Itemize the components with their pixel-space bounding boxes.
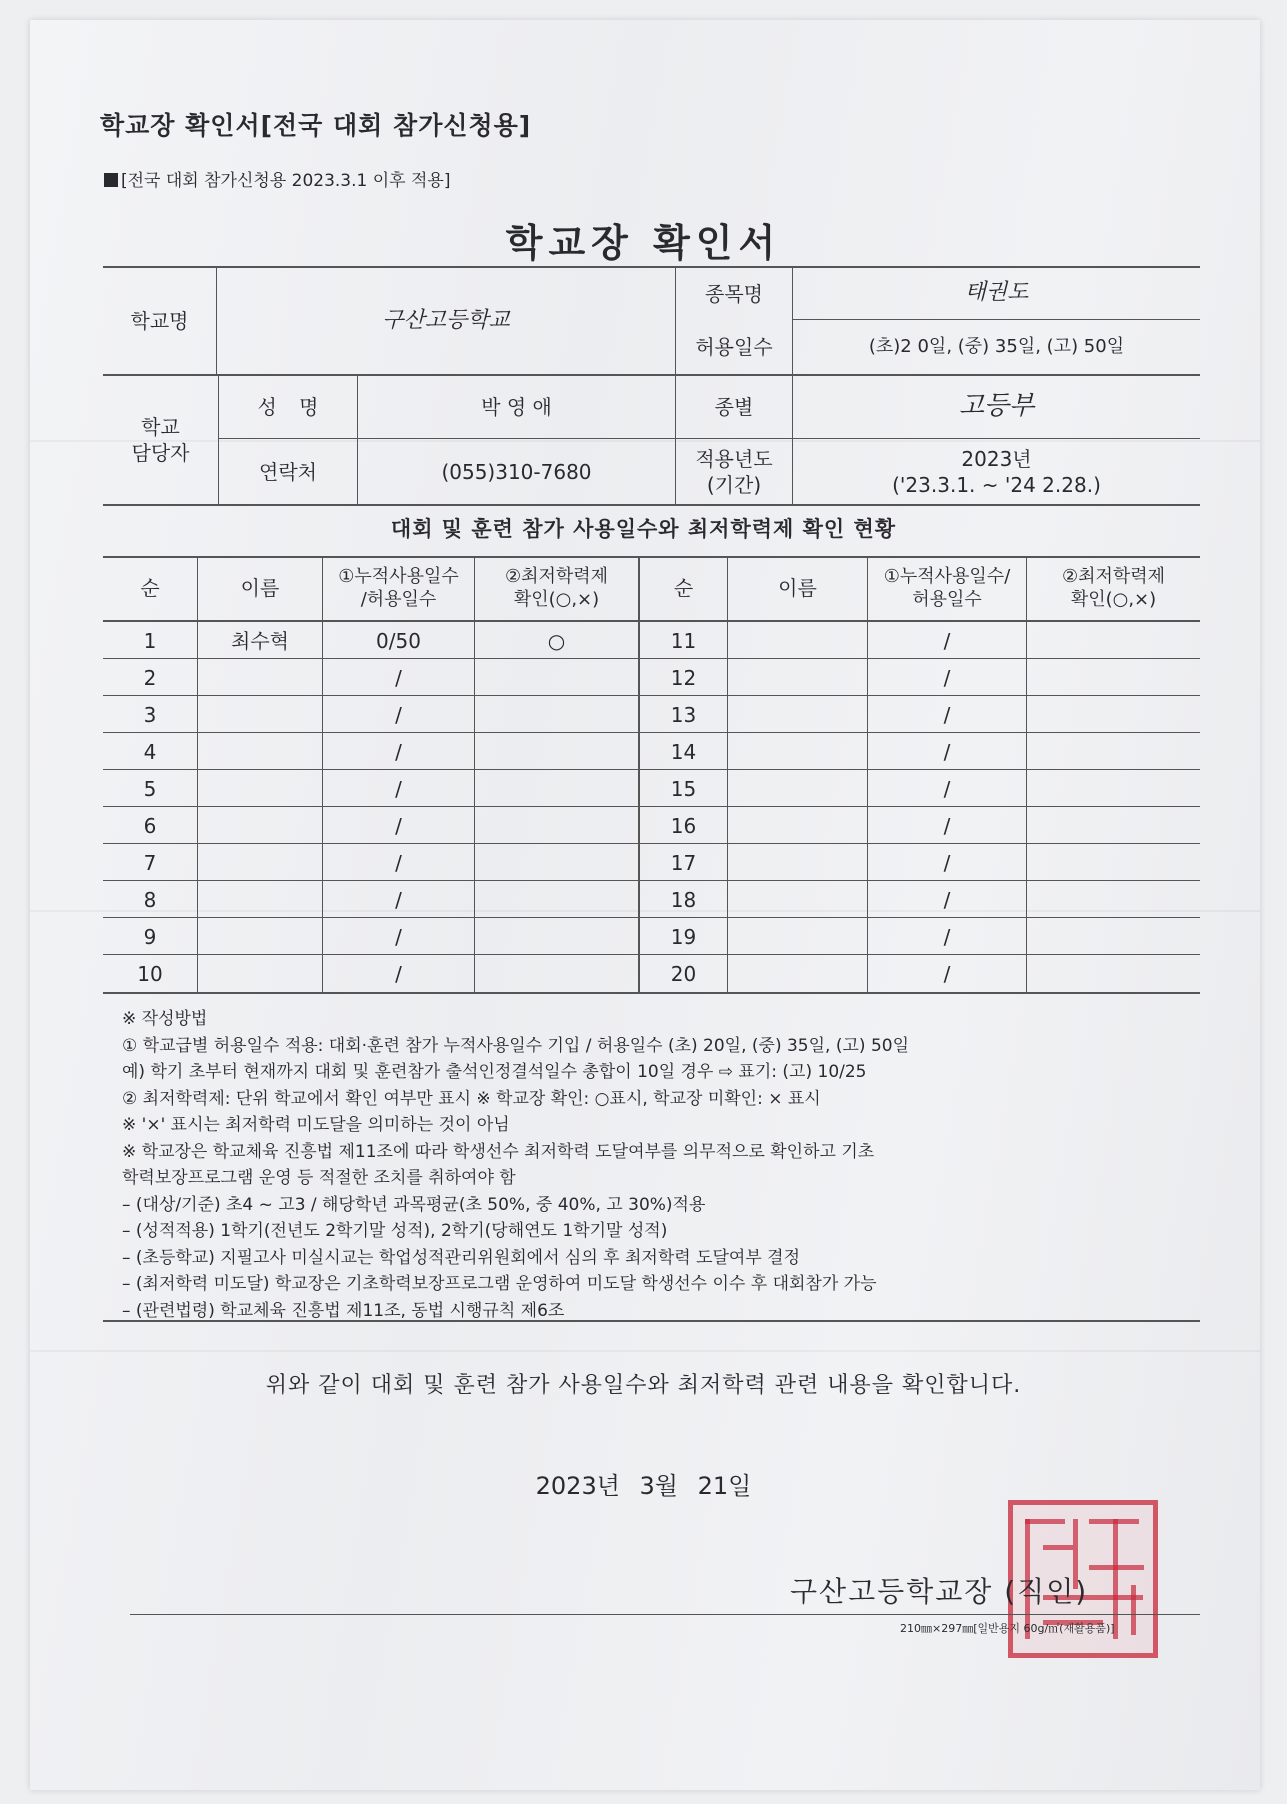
row-cell-name: [198, 955, 322, 992]
row-cell-name: [728, 844, 867, 881]
header-name-right: 이름: [778, 576, 817, 600]
row-cell-check: [1027, 733, 1200, 770]
school-name-label: 학교명: [130, 309, 189, 333]
header-days-right: ①누적사용일수/ 허용일수: [883, 566, 1011, 610]
row-cell-days: /: [943, 813, 951, 838]
row-cell-name: [728, 696, 867, 733]
school-name-value: 구산고등학교: [382, 307, 510, 333]
row-cell-no: 18: [670, 887, 697, 912]
division-value: 고등부: [958, 390, 1035, 421]
note-line: ① 학교급별 허용일수 적용: 대회·훈련 참가 누적사용일수 기입 / 허용일수 (초) 20일, (중) 35일, (고) 50일: [122, 1035, 910, 1056]
row-cell-name: [728, 918, 867, 955]
row-cell-check: [1027, 696, 1200, 733]
period-value: 2023년 ('23.3.1. ~ '24 2.28.): [892, 446, 1101, 497]
row-cell-no: 14: [670, 739, 697, 764]
note-line: ※ 작성방법: [122, 1009, 208, 1029]
row-cell-days: /: [395, 776, 402, 801]
row-cell-name: [728, 807, 867, 844]
row-cell-days: /: [395, 813, 402, 838]
row-cell-no: 1: [143, 628, 157, 653]
note-line: 예) 학기 초부터 현재까지 대회 및 훈련참가 출석인정결석일수 총합이 10일 경우 ⇨ 표기: (고) 10/25: [122, 1062, 867, 1082]
status-table-title: 대회 및 훈련 참가 사용일수와 최저학력제 확인 현황: [390, 517, 897, 541]
row-cell-check: [1027, 807, 1200, 844]
row-cell-days: /: [943, 776, 951, 801]
row-cell-no: 12: [670, 665, 697, 690]
row-cell-days: /: [943, 702, 951, 727]
note-line: – (초등학교) 지필고사 미실시교는 학업성적관리위원회에서 심의 후 최저학력 도달여부 결정: [122, 1247, 801, 1268]
note-line: – (성적적용) 1학기(전년도 2학기말 성적), 2학기(당해연도 1학기말 성적): [122, 1221, 668, 1241]
row-cell-days: /: [395, 924, 402, 949]
name-label: 성 명: [257, 394, 319, 419]
row-cell-name: [198, 770, 322, 807]
row-cell-no: 7: [143, 850, 157, 875]
row-cell-name: [198, 733, 322, 770]
row-cell-check: [475, 881, 638, 918]
square-bullet-icon: [104, 173, 118, 187]
row-cell-check: [475, 807, 638, 844]
row-cell-name: [728, 955, 867, 992]
row-cell-no: 15: [670, 776, 697, 801]
row-cell-check: [1027, 881, 1200, 918]
row-cell-check: [475, 770, 638, 807]
row-cell-name: [728, 770, 867, 807]
row-cell-check: [1027, 955, 1200, 992]
row-cell-name: [728, 733, 867, 770]
allowed-days-value: (초)2 0일, (중) 35일, (고) 50일: [868, 336, 1125, 358]
instructions: [122, 1006, 909, 1324]
row-cell-no: 10: [137, 961, 163, 986]
row-cell-no: 11: [670, 628, 697, 653]
row-cell-days: /: [395, 961, 402, 986]
row-cell-days: 0/50: [376, 628, 421, 653]
row-cell-check: [1027, 918, 1200, 955]
row-cell-days: /: [943, 739, 951, 764]
paper-spec-footer: 210㎜×297㎜[일반용지 60g/㎡(재활용품)]: [900, 1622, 1115, 1635]
row-cell-no: 3: [143, 702, 157, 727]
row-cell-name: [198, 844, 322, 881]
row-cell-check: [475, 918, 638, 955]
row-cell-name: [198, 807, 322, 844]
header-name: 이름: [240, 576, 280, 600]
row-cell-days: /: [943, 961, 951, 986]
allowed-days-label: 허용일수: [695, 335, 773, 359]
row-cell-name: [198, 881, 322, 918]
issue-date: 2023년 3월 21일: [535, 1472, 752, 1500]
row-cell-days: /: [943, 887, 951, 912]
row-cell-check: ○: [547, 628, 566, 653]
name-value: 박 영 애: [481, 394, 552, 419]
row-cell-check: [475, 696, 638, 733]
row-cell-no: 13: [670, 702, 697, 727]
note-line: ※ '×' 표시는 최저학력 미도달을 의미하는 것이 아님: [122, 1115, 510, 1135]
form-subtitle: [전국 대회 참가신청용 2023.3.1 이후 적용]: [104, 166, 450, 191]
row-cell-days: /: [395, 887, 402, 912]
header-academic: ②최저학력제 확인(○,×): [504, 566, 609, 610]
row-cell-no: 8: [143, 887, 157, 912]
row-cell-check: [1027, 844, 1200, 881]
note-line: 학력보장프로그램 운영 등 적절한 조치를 취하여야 함: [122, 1168, 516, 1188]
contact-person-label: 학교 담당자: [131, 414, 190, 465]
row-cell-days: /: [943, 924, 951, 949]
row-cell-no: 16: [670, 813, 697, 838]
row-cell-days: /: [395, 850, 402, 875]
period-label: 적용년도 (기간): [695, 446, 773, 497]
note-line: – (최저학력 미도달) 학교장은 기초학력보장프로그램 운영하여 미도달 학생선수 이수 후 대회참가 가능: [122, 1274, 877, 1294]
row-cell-no: 19: [670, 924, 697, 949]
note-line: ② 최저학력제: 단위 학교에서 확인 여부만 표시 ※ 학교장 확인: ○표시, 학교장 미확인: × 표시: [122, 1088, 821, 1109]
row-cell-no: 17: [670, 850, 697, 875]
row-cell-check: [475, 659, 638, 696]
row-cell-no: 6: [143, 813, 157, 838]
phone-label: 연락처: [259, 459, 317, 484]
division-label: 종별: [714, 394, 754, 419]
header-no: 순: [140, 576, 160, 600]
row-cell-days: /: [943, 665, 951, 690]
signature-line: 구산고등학교장 (직인): [790, 1575, 1089, 1608]
header-no-right: 순: [673, 576, 694, 600]
row-cell-days: /: [395, 739, 402, 764]
row-cell-no: 4: [143, 739, 157, 764]
phone-value: (055)310-7680: [441, 459, 592, 484]
note-line: – (관련법령) 학교체육 진흥법 제11조, 동법 시행규칙 제6조: [122, 1300, 565, 1321]
row-cell-no: 2: [143, 665, 157, 690]
note-line: ※ 학교장은 학교체육 진흥법 제11조에 따라 학생선수 최저학력 도달여부를 의무적으로 확인하고 기초: [122, 1141, 875, 1162]
form-title: 학교장 확인서[전국 대회 참가신청용]: [100, 111, 532, 140]
header-academic-right: ②최저학력제 확인(○,×): [1061, 566, 1166, 610]
row-cell-no: 5: [143, 776, 157, 801]
row-cell-check: [1027, 622, 1200, 659]
sport-label: 종목명: [705, 281, 763, 306]
row-cell-name: [198, 696, 322, 733]
row-cell-days: /: [395, 665, 402, 690]
row-cell-check: [475, 955, 638, 992]
sport-value: 태권도: [964, 280, 1029, 306]
row-cell-days: /: [943, 628, 951, 653]
row-cell-check: [475, 733, 638, 770]
row-cell-no: 9: [143, 924, 157, 949]
confirmation-text: 위와 같이 대회 및 훈련 참가 사용일수와 최저학력 관련 내용을 확인합니다.: [265, 1373, 1022, 1398]
row-cell-days: /: [943, 850, 951, 875]
row-cell-check: [1027, 770, 1200, 807]
row-cell-name: 최수혁: [231, 628, 289, 653]
row-cell-days: /: [395, 702, 402, 727]
row-cell-check: [475, 844, 638, 881]
note-line: – (대상/기준) 초4 ~ 고3 / 해당학년 과목평균(초 50%, 중 40%, 고 30%)적용: [122, 1194, 706, 1215]
row-cell-name: [728, 881, 867, 918]
row-cell-name: [198, 918, 322, 955]
header-days: ①누적사용일수 /허용일수: [338, 566, 459, 610]
row-cell-name: [728, 622, 867, 659]
document-title: 학교장 확인서: [505, 221, 782, 265]
row-cell-name: [198, 659, 322, 696]
row-cell-check: [1027, 659, 1200, 696]
row-cell-no: 20: [670, 961, 697, 986]
row-cell-name: [728, 659, 867, 696]
